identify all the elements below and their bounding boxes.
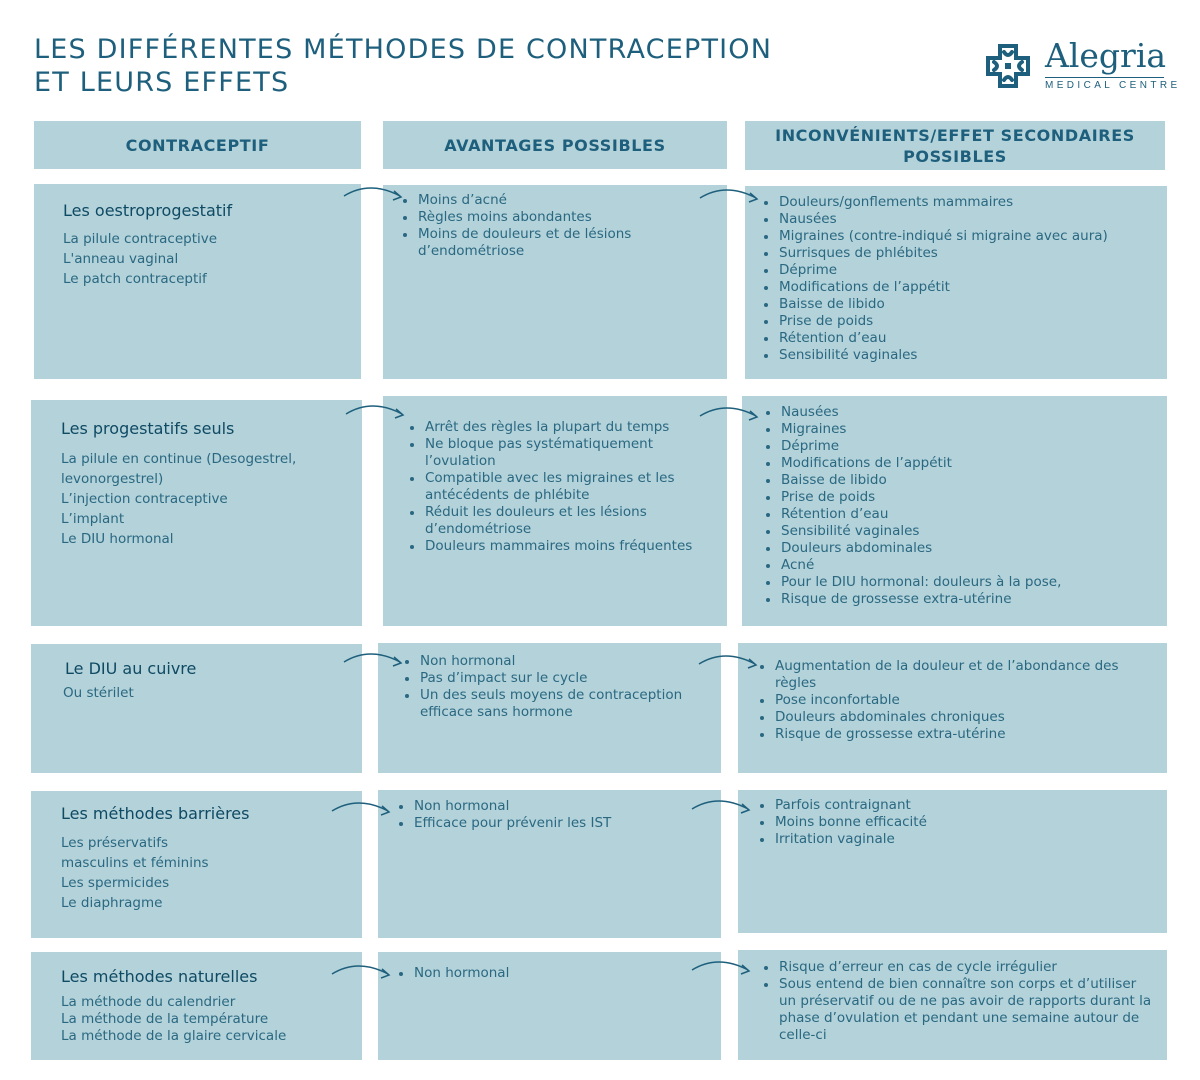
row-2-advantages-list	[407, 419, 723, 555]
method-item: Le patch contraceptif	[63, 271, 207, 287]
list-item: Nausées	[763, 404, 1163, 421]
arrow-icon	[342, 648, 406, 674]
list-item: Irritation vaginale	[757, 831, 1157, 848]
list-item: Compatible avec les migraines et les antécédents de phlébite	[407, 470, 723, 504]
list-item: Douleurs mammaires moins fréquentes	[407, 538, 723, 555]
list-item: Migraines (contre-indiqué si migraine avec aura)	[761, 228, 1165, 245]
row-3-advantages-list	[402, 653, 718, 721]
row-4-name: Les méthodes barrières	[61, 804, 250, 823]
header-inconvenients-label-2: POSSIBLES	[903, 146, 1007, 166]
row-4-drawbacks-list	[757, 797, 1157, 848]
list-item: Parfois contraignant	[757, 797, 1157, 814]
list-item: Ne bloque pas systématiquement l’ovulation	[407, 436, 723, 470]
list-item: Rétention d’eau	[761, 330, 1165, 347]
page-title	[34, 33, 914, 99]
method-item: Ou stérilet	[63, 685, 134, 701]
list-item: Déprime	[761, 262, 1165, 279]
list-item: Non hormonal	[396, 965, 716, 982]
list-item: Sous entend de bien connaître son corps et d’utiliser un préservatif ou de ne pas avoir de rapports durant la phase d’ovulation et pendant une semaine autour de celle-ci	[761, 976, 1157, 1044]
arrow-icon	[330, 960, 394, 986]
method-item: La méthode du calendrier	[61, 994, 236, 1010]
row-1-advantages-list	[400, 192, 720, 260]
header-contraceptif	[34, 121, 361, 169]
list-item: Douleurs abdominales	[763, 540, 1163, 557]
row-1-methods	[63, 229, 217, 289]
list-item: Sensibilité vaginales	[763, 523, 1163, 540]
row-3-name: Le DIU au cuivre	[65, 659, 197, 678]
list-item: Moins d’acné	[400, 192, 720, 209]
method-item: Les spermicides	[61, 875, 170, 891]
row-1-name: Les oestroprogestatif	[63, 201, 233, 220]
arrow-icon	[697, 650, 761, 676]
header-contraceptif-label: CONTRACEPTIF	[125, 135, 270, 155]
method-item: Le DIU hormonal	[61, 531, 174, 547]
row-2-drawbacks-list	[763, 404, 1163, 608]
list-item: Prise de poids	[763, 489, 1163, 506]
list-item: Risque d’erreur en cas de cycle irrégulier	[761, 959, 1157, 976]
header-avantages	[383, 121, 727, 169]
list-item: Surrisques de phlébites	[761, 245, 1165, 262]
row-2-name: Les progestatifs seuls	[61, 419, 235, 438]
list-item: Baisse de libido	[763, 472, 1163, 489]
list-item: Acné	[763, 557, 1163, 574]
row-1-drawbacks-list	[761, 194, 1165, 364]
method-item: L’injection contraceptive	[61, 491, 228, 507]
method-item: Les préservatifs	[61, 835, 169, 851]
list-item: Douleurs abdominales chroniques	[757, 709, 1157, 726]
row-5-drawbacks-list	[761, 959, 1157, 1044]
method-item: L'anneau vaginal	[63, 251, 179, 267]
row-3-drawbacks-list	[757, 658, 1157, 743]
header-avantages-label: AVANTAGES POSSIBLES	[444, 135, 666, 155]
list-item: Baisse de libido	[761, 296, 1165, 313]
row-3-methods	[63, 683, 134, 703]
arrow-icon	[698, 184, 762, 210]
list-item: Modifications de l’appétit	[763, 455, 1163, 472]
list-item: Nausées	[761, 211, 1165, 228]
method-item: La méthode de la température	[61, 1011, 269, 1027]
list-item: Non hormonal	[396, 798, 716, 815]
list-item: Moins bonne efficacité	[757, 814, 1157, 831]
list-item: Migraines	[763, 421, 1163, 438]
list-item: Moins de douleurs et de lésions d’endométriose	[400, 226, 720, 260]
page-title-line-1: LES DIFFÉRENTES MÉTHODES DE CONTRACEPTION	[34, 34, 773, 65]
list-item: Risque de grossesse extra-utérine	[763, 591, 1163, 608]
row-5-methods	[61, 994, 286, 1045]
header-inconvenients	[745, 121, 1165, 170]
list-item: Réduit les douleurs et les lésions d’endométriose	[407, 504, 723, 538]
logo-subtitle: MEDICAL CENTRE	[1045, 80, 1181, 91]
list-item: Un des seuls moyens de contraception efficace sans hormone	[402, 687, 718, 721]
arrow-icon	[344, 400, 408, 426]
alegria-logo	[982, 36, 1181, 98]
logo-name: Alegria	[1045, 36, 1167, 75]
list-item: Modifications de l’appétit	[761, 279, 1165, 296]
row-4-advantages-list	[396, 798, 716, 832]
arrow-icon	[690, 956, 754, 982]
row-5-name: Les méthodes naturelles	[61, 967, 258, 986]
list-item: Pour le DIU hormonal: douleurs à la pose,	[763, 574, 1163, 591]
row-2-methods	[61, 449, 296, 549]
header-inconvenients-label-1: INCONVÉNIENTS/EFFET SECONDAIRES	[775, 125, 1135, 145]
list-item: Sensibilité vaginales	[761, 347, 1165, 364]
method-item: La méthode de la glaire cervicale	[61, 1028, 287, 1044]
method-item: La pilule contraceptive	[63, 231, 218, 247]
list-item: Rétention d’eau	[763, 506, 1163, 523]
method-item: La pilule en continue (Desogestrel,	[61, 451, 297, 467]
list-item: Règles moins abondantes	[400, 209, 720, 226]
list-item: Déprime	[763, 438, 1163, 455]
logo-divider	[1045, 77, 1164, 78]
list-item: Pose inconfortable	[757, 692, 1157, 709]
method-item: Le diaphragme	[61, 895, 163, 911]
arrow-icon	[330, 797, 394, 823]
list-item: Prise de poids	[761, 313, 1165, 330]
arrow-icon	[698, 402, 762, 428]
row-4-methods	[61, 833, 209, 913]
method-item: masculins et féminins	[61, 855, 209, 871]
list-item: Non hormonal	[402, 653, 718, 670]
method-item: levonorgestrel)	[61, 471, 164, 487]
list-item: Augmentation de la douleur et de l’abondance des règles	[757, 658, 1157, 692]
list-item: Risque de grossesse extra-utérine	[757, 726, 1157, 743]
arrow-icon	[342, 182, 406, 208]
row-5-advantages-list	[396, 965, 716, 982]
arrow-icon	[690, 795, 754, 821]
list-item: Douleurs/gonflements mammaires	[761, 194, 1165, 211]
list-item: Efficace pour prévenir les IST	[396, 815, 716, 832]
list-item: Pas d’impact sur le cycle	[402, 670, 718, 687]
cross-knot-icon	[982, 40, 1034, 92]
page-title-line-2: ET LEURS EFFETS	[34, 67, 290, 98]
method-item: L’implant	[61, 511, 125, 527]
list-item: Arrêt des règles la plupart du temps	[407, 419, 723, 436]
